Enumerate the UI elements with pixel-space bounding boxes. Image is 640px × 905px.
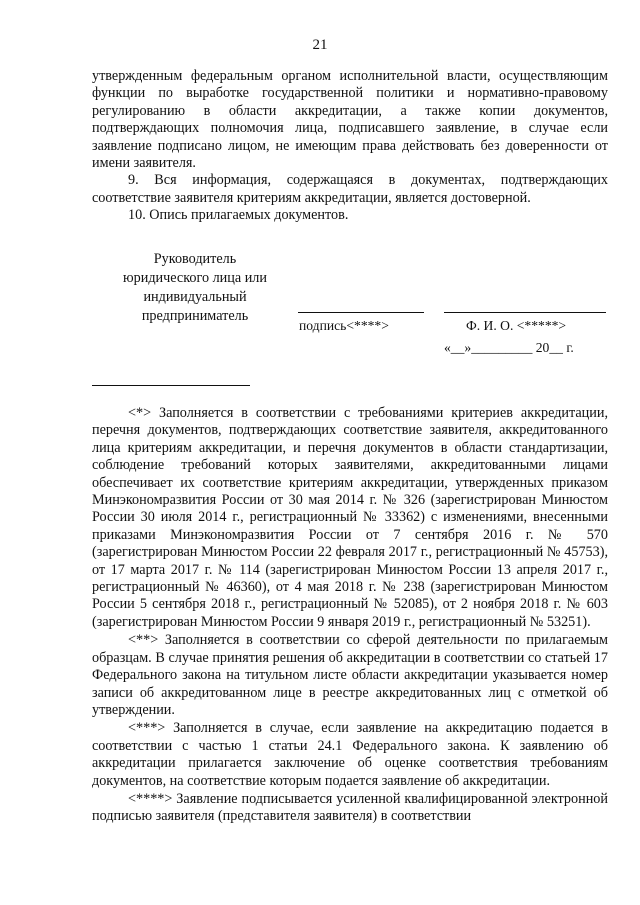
role-line: индивидуальный: [143, 289, 247, 305]
footnotes: [92, 405, 608, 827]
paragraph-item-9: 9. Вся информация, содержащаяся в документах, подтверждающих соответствие заявителя критериям аккредитации, является достоверной.: [92, 172, 608, 206]
role-line: юридического лица или: [123, 270, 267, 286]
paragraph-continuation: утвержденным федеральным органом исполнительной власти, осуществляющим функции по выработке государственной политики и нормативно-правовому регулированию в области аккредитации, а также копии документов, подтверждающих полномочия лица, подписавшего заявление, в случае если заявление подписано лицом, не имеющим права действовать без доверенности от имени заявителя.: [92, 68, 608, 172]
footnote-3: <***> Заполняется в случае, если заявление на аккредитацию подается в соответствии с частью 1 статьи 24.1 Федерального закона. К заявлению об аккредитации прилагается заключение об оценке соответствия требованиям документов, на соответствие которым подается заявление об аккредитации.: [92, 720, 608, 789]
footnote-1: <*> Заполняется в соответствии с требованиями критериев аккредитации, перечня документов, подтверждающих соответствие заявителя, аккредитованного лица критериям аккредитации, и перечня документов в области стандартизации, соблюдение требований которых заявителями, аккредитованными лицами обеспечивает их соответствие критериям аккредитации, утвержденных приказом Минэкономразвития России от 30 мая 2014 г. № 326 (зарегистрирован Минюстом России 30 июля 2014 г., регистрационный № 33362) с изменениями, внесенными приказами Минэкономразвития России от 7 сентября 2016 г. № 570 (зарегистрирован Минюстом России 22 февраля 2017 г., регистрационный № 45753), от 17 марта 2017 г. № 114 (зарегистрирован Минюстом России 13 апреля 2017 г., регистрационный № 46360), от 4 мая 2018 г. № 238 (зарегистрирован Минюстом России 5 сентября 2018 г., регистрационный № 52085), от 2 ноября 2018 г. № 603 (зарегистрирован Минюстом России 9 января 2019 г., регистрационный № 53251).: [92, 405, 608, 630]
signatory-role: [110, 250, 280, 326]
footnote-separator: [92, 385, 250, 386]
signature-line: [298, 312, 424, 313]
footnote-2: <**> Заполняется в соответствии со сферой деятельности по прилагаемым образцам. В случае принятия решения об аккредитации в соответствии со статьей 17 Федерального закона на титульном листе области аккредитации указывается номер записи об аккредитованном лице в реестре аккредитованных лиц с отметкой об утверждении.: [92, 632, 608, 718]
page-number: 21: [312, 37, 328, 53]
date-line: «__»_________ 20__ г.: [444, 340, 574, 355]
role-line: предприниматель: [141, 308, 249, 324]
body-text: [92, 68, 608, 225]
paragraph-item-10: 10. Опись прилагаемых документов.: [128, 207, 349, 224]
name-caption: Ф. И. О. <*****>: [466, 318, 567, 333]
name-line: [444, 312, 606, 313]
footnote-4: <****> Заявление подписывается усиленной квалифицированной электронной подписью заявителя (представителя заявителя) в соответствии: [92, 790, 608, 825]
role-line: Руководитель: [153, 251, 237, 267]
signature-caption: подпись<****>: [299, 318, 389, 333]
